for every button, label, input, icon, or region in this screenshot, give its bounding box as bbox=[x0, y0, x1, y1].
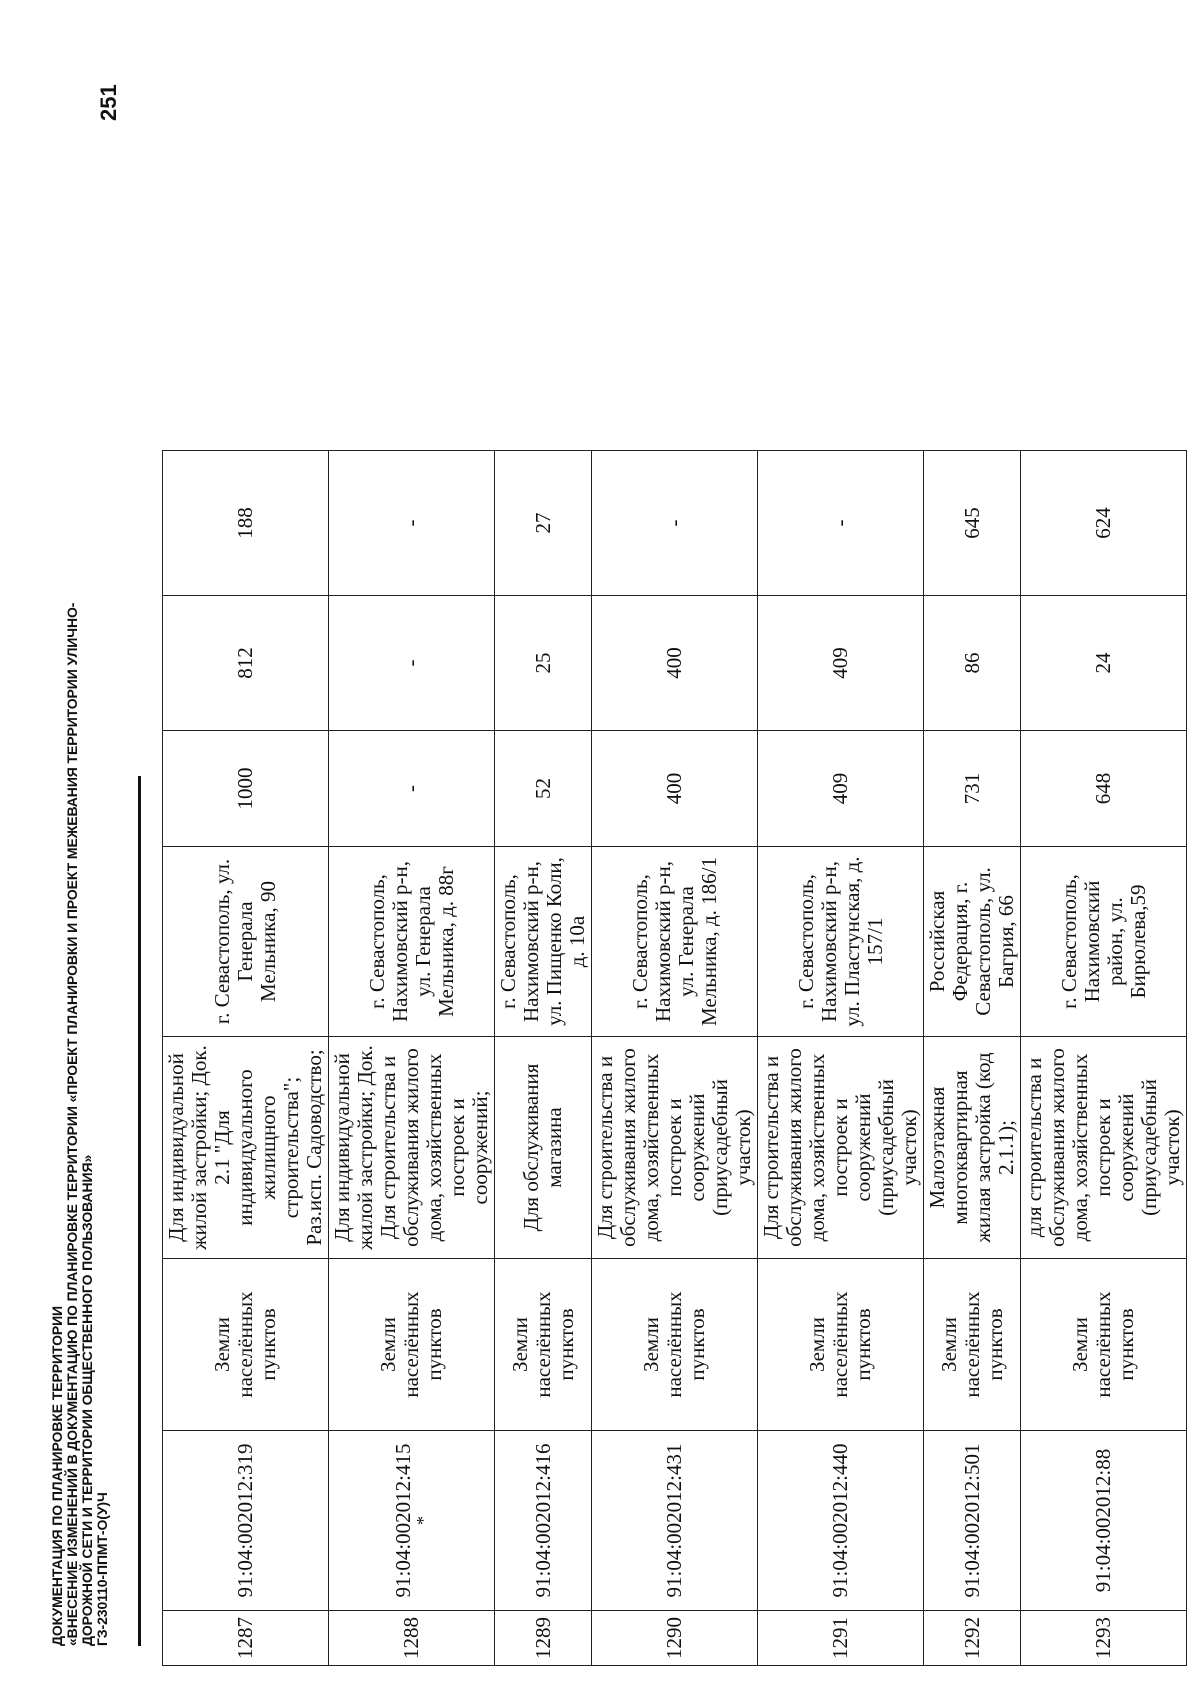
land-category-cell bbox=[163, 1259, 329, 1431]
permitted-use-cell-text: Для обслуживания магазина bbox=[519, 1063, 566, 1232]
address-cell bbox=[592, 847, 758, 1037]
cadastral-number-cell bbox=[163, 1431, 329, 1611]
permitted-use-cell bbox=[329, 1037, 495, 1259]
permitted-use-cell-text: Для индивидуальной жилой застройки; Док. 2.1 "Для индивидуального жилищного строительства"; Раз.исп. Садоводство; bbox=[164, 1045, 326, 1250]
value-cell-1-text: 24 bbox=[1091, 652, 1115, 674]
value-cell-2-text: - bbox=[399, 519, 423, 527]
value-cell-2-text: 188 bbox=[233, 507, 257, 539]
value-cell-1-text: 25 bbox=[530, 652, 555, 674]
header-underline bbox=[138, 776, 141, 1646]
value-cell-1 bbox=[495, 596, 592, 731]
row-number-cell bbox=[163, 1611, 329, 1666]
permitted-use-cell bbox=[163, 1037, 329, 1259]
area-cell bbox=[758, 731, 924, 847]
address-cell-text: г. Севастополь, Нахимовский р-н, ул. Генерала Мельника, д. 88г bbox=[364, 860, 458, 1023]
cadastral-number-cell bbox=[495, 1431, 592, 1611]
header-line-4: ГЗ-230110-ППМТ-О(У)Ч bbox=[94, 1492, 110, 1646]
address-cell bbox=[329, 847, 495, 1037]
area-cell bbox=[329, 731, 495, 847]
value-cell-2 bbox=[1021, 451, 1187, 596]
row-number-cell-text: 1287 bbox=[233, 1617, 257, 1659]
value-cell-2-text: 645 bbox=[959, 507, 984, 539]
land-category-cell bbox=[924, 1259, 1021, 1431]
value-cell-2-text: - bbox=[828, 519, 852, 527]
cadastral-number-cell bbox=[329, 1431, 495, 1611]
land-category-cell bbox=[495, 1259, 592, 1431]
land-category-cell-text: Земли населённых пунктов bbox=[639, 1291, 709, 1398]
header-line-2: «ВНЕСЕНИЕ ИЗМЕНЕНИЙ В ДОКУМЕНТАЦИЮ ПО ПЛАНИРОВКЕ ТЕРРИТОРИИ «ПРОЕКТ ПЛАНИРОВКИ И ПРОЕКТ МЕЖЕВАНИЯ ТЕРРИТОРИИ УЛИЧНО- bbox=[64, 602, 80, 1646]
row-number-cell bbox=[1021, 1611, 1187, 1666]
area-cell-text: 648 bbox=[1091, 772, 1115, 805]
area-cell bbox=[495, 731, 592, 847]
area-cell bbox=[924, 731, 1021, 847]
address-cell-text: г. Севастополь, Нахимовский р-н, ул. Пластунская, д. 157/1 bbox=[793, 856, 887, 1027]
land-category-cell-text: Земли населённых пунктов bbox=[210, 1291, 280, 1398]
cadastral-number-cell bbox=[758, 1431, 924, 1611]
cadastral-number-cell-text: 91:04:002012:431 bbox=[662, 1443, 686, 1598]
area-cell-text: - bbox=[399, 785, 423, 792]
value-cell-1 bbox=[329, 596, 495, 731]
land-category-cell-text: Земли населённых пунктов bbox=[936, 1291, 1007, 1398]
asterisk-mark: * bbox=[413, 1516, 433, 1525]
permitted-use-cell bbox=[495, 1037, 592, 1259]
row-number-cell-text: 1289 bbox=[530, 1617, 555, 1659]
table-row bbox=[592, 451, 758, 1666]
land-category-cell bbox=[592, 1259, 758, 1431]
value-cell-1-text: - bbox=[399, 659, 423, 667]
address-cell bbox=[495, 847, 592, 1037]
address-cell-text: г. Севастополь, ул. Генерала Мельника, 90 bbox=[210, 858, 280, 1025]
value-cell-2 bbox=[329, 451, 495, 596]
area-cell-text: 1000 bbox=[233, 767, 257, 810]
address-cell-text: г. Севастополь, Нахимовский р-н, ул. Пищенко Коли, д. 10а bbox=[496, 857, 589, 1026]
address-cell bbox=[1021, 847, 1187, 1037]
value-cell-2 bbox=[924, 451, 1021, 596]
value-cell-2-text: - bbox=[662, 519, 686, 527]
land-category-cell bbox=[758, 1259, 924, 1431]
land-category-cell-text: Земли населённых пунктов bbox=[507, 1291, 578, 1398]
table-row bbox=[495, 451, 592, 1666]
row-number-cell bbox=[495, 1611, 592, 1666]
row-number-cell bbox=[924, 1611, 1021, 1666]
area-cell bbox=[163, 731, 329, 847]
cadastral-number-cell-text: 91:04:002012:88 bbox=[1091, 1448, 1115, 1593]
permitted-use-cell-text: Для строительства и обслуживания жилого дома, хозяйственных построек и сооружений (приусадебный участок) bbox=[759, 1048, 921, 1247]
row-number-cell-text: 1291 bbox=[828, 1617, 852, 1659]
row-number-cell bbox=[329, 1611, 495, 1666]
area-cell-text: 409 bbox=[828, 772, 852, 805]
row-number-cell-text: 1288 bbox=[399, 1617, 423, 1659]
permitted-use-cell bbox=[924, 1037, 1021, 1259]
table-row bbox=[329, 451, 495, 1666]
permitted-use-cell bbox=[758, 1037, 924, 1259]
area-cell-text: 400 bbox=[662, 772, 686, 805]
area-cell-text: 731 bbox=[959, 772, 984, 805]
cadastral-number-cell bbox=[1021, 1431, 1187, 1611]
row-number-cell-text: 1290 bbox=[662, 1617, 686, 1659]
area-cell-text: 52 bbox=[530, 778, 555, 799]
table-row bbox=[924, 451, 1021, 1666]
value-cell-2 bbox=[495, 451, 592, 596]
address-cell-text: г. Севастополь, Нахимовский р-н, ул. Генерала Мельника, д. 186/1 bbox=[627, 857, 721, 1026]
land-plot-table bbox=[162, 450, 1187, 1666]
permitted-use-cell-text: Для индивидуальной жилой застройки; Док. Для строительства и обслуживания жилого дома, хозяйственных построек и сооружений; bbox=[330, 1045, 492, 1250]
value-cell-2 bbox=[758, 451, 924, 596]
cadastral-number-cell-text: 91:04:002012:319 bbox=[233, 1443, 257, 1598]
cadastral-number-cell bbox=[592, 1431, 758, 1611]
address-cell bbox=[758, 847, 924, 1037]
address-cell bbox=[924, 847, 1021, 1037]
permitted-use-cell bbox=[1021, 1037, 1187, 1259]
value-cell-1-text: 86 bbox=[959, 652, 984, 674]
value-cell-1-text: 409 bbox=[828, 647, 852, 679]
row-number-cell-text: 1293 bbox=[1091, 1617, 1115, 1659]
row-number-cell bbox=[758, 1611, 924, 1666]
value-cell-1-text: 812 bbox=[233, 647, 257, 679]
cadastral-number-cell-text: 91:04:002012:415 bbox=[391, 1443, 415, 1598]
cadastral-number-cell bbox=[924, 1431, 1021, 1611]
value-cell-1 bbox=[592, 596, 758, 731]
row-number-cell-text: 1292 bbox=[959, 1617, 984, 1659]
address-cell bbox=[163, 847, 329, 1037]
address-cell-text: г. Севастополь, Нахимовский район, ул. Бирюлева,59 bbox=[1056, 874, 1150, 1009]
permitted-use-cell bbox=[592, 1037, 758, 1259]
table-row bbox=[1021, 451, 1187, 1666]
value-cell-1 bbox=[1021, 596, 1187, 731]
land-category-cell bbox=[1021, 1259, 1187, 1431]
value-cell-2 bbox=[163, 451, 329, 596]
cadastral-number-cell-text: 91:04:002012:416 bbox=[530, 1443, 555, 1598]
value-cell-1-text: 400 bbox=[662, 647, 686, 679]
cadastral-number-cell-text: 91:04:002012:501 bbox=[959, 1443, 984, 1598]
value-cell-2-text: 27 bbox=[530, 512, 555, 534]
table-row bbox=[163, 451, 329, 1666]
value-cell-1 bbox=[924, 596, 1021, 731]
address-cell-text: Российская Федерация, г. Севастополь, ул. Багрия, 66 bbox=[925, 867, 1018, 1016]
value-cell-2 bbox=[592, 451, 758, 596]
row-number-cell bbox=[592, 1611, 758, 1666]
land-category-cell-text: Земли населённых пунктов bbox=[376, 1291, 446, 1398]
cadastral-number-cell-text: 91:04:002012:440 bbox=[828, 1443, 852, 1598]
area-cell bbox=[592, 731, 758, 847]
permitted-use-cell-text: Для строительства и обслуживания жилого дома, хозяйственных построек и сооружений (приусадебный участок) bbox=[593, 1048, 755, 1247]
land-category-cell-text: Земли населённых пунктов bbox=[1068, 1291, 1138, 1398]
value-cell-1 bbox=[163, 596, 329, 731]
land-category-cell-text: Земли населённых пунктов bbox=[805, 1291, 875, 1398]
permitted-use-cell-text: Малоэтажная многоквартирная жилая застройка (код 2.1.1); bbox=[925, 1052, 1018, 1243]
header-line-3: ДОРОЖНОЙ СЕТИ И ТЕРРИТОРИИ ОБЩЕСТВЕННОГО ПОЛЬЗОВАНИЯ» bbox=[79, 1154, 95, 1646]
value-cell-1 bbox=[758, 596, 924, 731]
document-header bbox=[50, 166, 110, 1646]
permitted-use-cell-text: для строительства и обслуживания жилого дома, хозяйственных построек и сооружений (приусадебный участок) bbox=[1022, 1048, 1184, 1247]
area-cell bbox=[1021, 731, 1187, 847]
header-line-1: ДОКУМЕНТАЦИЯ ПО ПЛАНИРОВКЕ ТЕРРИТОРИИ bbox=[49, 1305, 65, 1646]
land-category-cell bbox=[329, 1259, 495, 1431]
table-body bbox=[163, 451, 1187, 1666]
table-row bbox=[758, 451, 924, 1666]
page-number: 251 bbox=[96, 84, 121, 121]
value-cell-2-text: 624 bbox=[1091, 507, 1115, 539]
